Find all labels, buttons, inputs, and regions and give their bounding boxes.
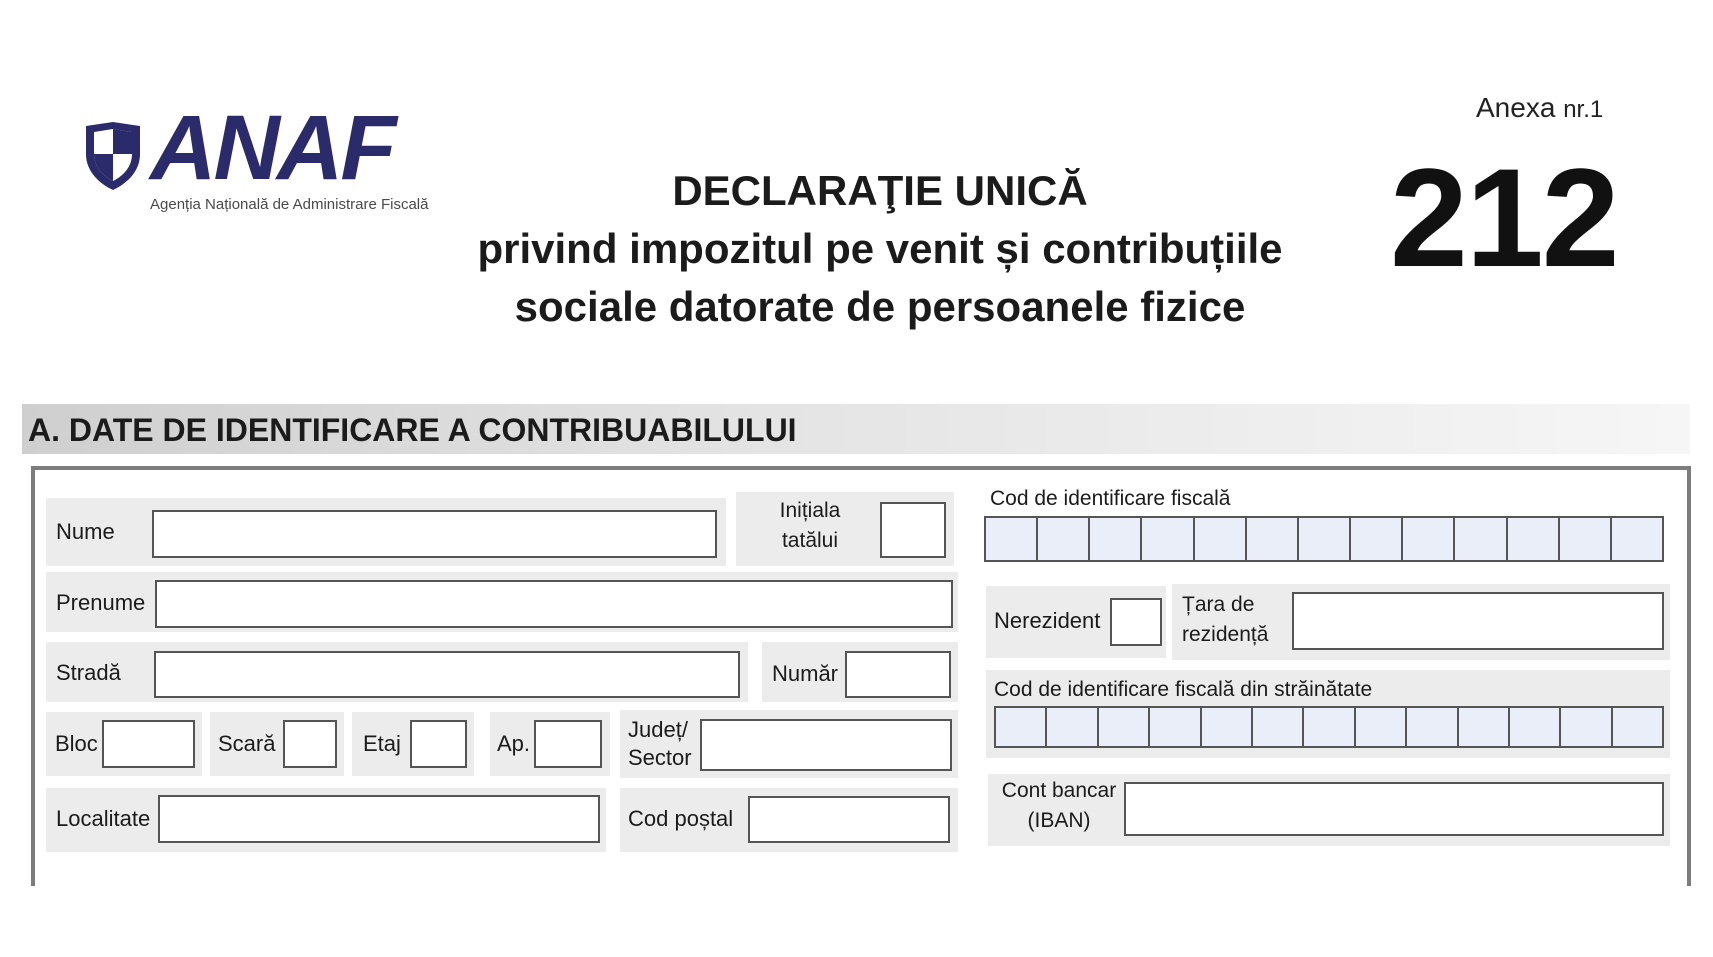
cif-strainatate-digit[interactable] — [1510, 708, 1561, 746]
tara-input[interactable] — [1292, 592, 1664, 650]
cif-digit[interactable] — [1038, 518, 1090, 560]
document-title — [380, 162, 1380, 336]
section-title: A. DATE DE IDENTIFICARE A CONTRIBUABILULUI — [28, 412, 797, 448]
prenume-label: Prenume — [56, 590, 146, 615]
scara-input[interactable] — [283, 720, 337, 768]
judet-label — [628, 716, 692, 772]
judet-label-line1: Județ/ — [628, 717, 688, 742]
judet-input[interactable] — [700, 719, 952, 771]
section-header — [22, 404, 1690, 454]
form-number: 212 — [1390, 139, 1618, 296]
anexa-label — [1476, 92, 1603, 124]
etaj-input[interactable] — [410, 720, 467, 768]
cif-strainatate-digit[interactable] — [1459, 708, 1510, 746]
cif-strainatate-digit[interactable] — [1356, 708, 1407, 746]
anexa-text: Anexa — [1476, 92, 1556, 123]
cif-digit[interactable] — [1403, 518, 1455, 560]
cif-label: Cod de identificare fiscală — [990, 487, 1231, 510]
nerezident-checkbox[interactable] — [1110, 598, 1162, 646]
strada-input[interactable] — [154, 651, 740, 698]
logo-wordmark: ANAF — [150, 97, 394, 199]
logo-subtitle: Agenția Națională de Administrare Fiscală — [150, 196, 429, 213]
cif-strainatate-digit[interactable] — [1047, 708, 1098, 746]
cif-strainatate-digit[interactable] — [1253, 708, 1304, 746]
cif-digit[interactable] — [1560, 518, 1612, 560]
initiala-label-line2: tatălui — [781, 529, 839, 552]
iban-label-line2: (IBAN) — [1027, 809, 1091, 832]
cif-grid[interactable] — [984, 516, 1664, 562]
cif-strainatate-digit[interactable] — [1099, 708, 1150, 746]
tara-label-line2: rezidență — [1182, 623, 1269, 646]
cif-digit[interactable] — [1351, 518, 1403, 560]
nume-input[interactable] — [152, 510, 717, 558]
strada-label: Stradă — [56, 660, 121, 685]
tara-label-line1: Țara de — [1182, 593, 1255, 616]
cif-strainatate-digit[interactable] — [1407, 708, 1458, 746]
cif-strainatate-digit[interactable] — [1150, 708, 1201, 746]
cif-digit[interactable] — [1299, 518, 1351, 560]
cif-strainatate-grid[interactable] — [994, 706, 1664, 748]
ap-input[interactable] — [534, 720, 602, 768]
ap-label: Ap. — [497, 731, 531, 756]
bloc-label: Bloc — [55, 731, 98, 756]
title-line-1: DECLARAŢIE UNICĂ — [672, 167, 1088, 214]
anexa-nr: nr.1 — [1563, 96, 1604, 123]
shield-icon — [82, 120, 144, 192]
cod-postal-input[interactable] — [748, 796, 950, 843]
nerezident-label: Nerezident — [994, 608, 1101, 633]
initiala-input[interactable] — [880, 502, 946, 558]
cif-strainatate-digit[interactable] — [1304, 708, 1355, 746]
cif-digit[interactable] — [1455, 518, 1507, 560]
iban-input[interactable] — [1124, 782, 1664, 836]
cif-strainatate-digit[interactable] — [1561, 708, 1612, 746]
cif-strainatate-digit[interactable] — [1202, 708, 1253, 746]
cif-digit[interactable] — [1090, 518, 1142, 560]
cif-digit[interactable] — [1508, 518, 1560, 560]
tara-label — [1182, 590, 1268, 650]
cif-digit[interactable] — [1612, 518, 1662, 560]
cif-strainatate-label: Cod de identificare fiscală din străinătate — [994, 678, 1373, 701]
cif-digit[interactable] — [986, 518, 1038, 560]
localitate-input[interactable] — [158, 795, 600, 843]
initiala-label-line1: Inițiala — [779, 499, 841, 522]
cif-strainatate-digit[interactable] — [996, 708, 1047, 746]
scara-label: Scară — [218, 731, 276, 756]
title-line-2: privind impozitul pe venit și contribuțiile — [477, 225, 1283, 272]
judet-label-line2: Sector — [628, 745, 692, 770]
iban-label — [994, 776, 1124, 836]
title-line-3: sociale datorate de persoanele fizice — [514, 283, 1246, 330]
numar-input[interactable] — [845, 651, 951, 698]
initiala-label — [760, 496, 860, 556]
cod-postal-label: Cod poștal — [628, 806, 734, 831]
prenume-input[interactable] — [155, 580, 953, 628]
bloc-input[interactable] — [102, 720, 195, 768]
cif-digit[interactable] — [1247, 518, 1299, 560]
etaj-label: Etaj — [363, 731, 401, 756]
cif-digit[interactable] — [1142, 518, 1194, 560]
iban-label-line1: Cont bancar — [1001, 779, 1117, 802]
localitate-label: Localitate — [56, 806, 151, 831]
cif-strainatate-digit[interactable] — [1613, 708, 1662, 746]
numar-label: Număr — [772, 661, 839, 686]
cif-digit[interactable] — [1195, 518, 1247, 560]
nume-label: Nume — [56, 519, 115, 544]
